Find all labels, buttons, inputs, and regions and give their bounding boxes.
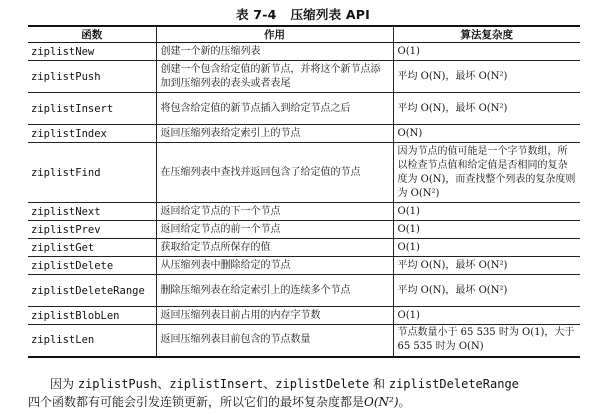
footer-text: 四个函数都有可能会引发连锁更新，所以它们的最坏复杂度都是 xyxy=(28,395,365,409)
function-name: ziplistLen xyxy=(28,325,156,357)
function-description: 返回给定节点的下一个节点 xyxy=(156,203,393,221)
header-purpose: 作用 xyxy=(156,26,393,43)
function-complexity: O(1) xyxy=(393,239,580,257)
header-row xyxy=(28,26,580,43)
function-complexity: O(1) xyxy=(393,221,580,239)
table-caption xyxy=(0,5,606,23)
function-complexity: 因为节点的值可能是一个字节数组，所以检查节点值和给定值是否相同的复杂度为 O(N)，而查找整个列表的复杂度则为 O(N²) xyxy=(393,143,580,203)
table-row xyxy=(28,221,580,239)
footer-text: 因为 xyxy=(50,377,75,391)
function-description: 返回给定节点的前一个节点 xyxy=(156,221,393,239)
function-name: ziplistPrev xyxy=(28,221,156,239)
function-description: 在压缩列表中查找并返回包含了给定值的节点 xyxy=(156,143,393,203)
table-row xyxy=(28,325,580,357)
function-name: ziplistDeleteRange xyxy=(28,275,156,307)
header-function: 函数 xyxy=(28,26,156,43)
function-reference: ziplistDeleteRange xyxy=(388,377,519,391)
function-complexity: 平均 O(N)，最坏 O(N²) xyxy=(393,61,580,93)
function-name: ziplistNext xyxy=(28,203,156,221)
function-name: ziplistFind xyxy=(28,143,156,203)
function-reference: ziplistPush xyxy=(77,377,158,391)
table-row xyxy=(28,239,580,257)
function-reference: ziplistInsert xyxy=(169,377,264,391)
function-description: 创建一个包含给定值的新节点，并将这个新节点添加到压缩列表的表头或者表尾 xyxy=(156,61,393,93)
function-complexity: O(1) xyxy=(393,307,580,325)
function-description: 获取给定节点所保存的值 xyxy=(156,239,393,257)
function-complexity: 平均 O(N)，最坏 O(N²) xyxy=(393,275,580,307)
function-description: 返回压缩列表目前包含的节点数量 xyxy=(156,325,393,357)
function-description: 返回压缩列表目前占用的内存字节数 xyxy=(156,307,393,325)
function-name: ziplistIndex xyxy=(28,125,156,143)
function-description: 将包含给定值的新节点插入到给定节点之后 xyxy=(156,93,393,125)
function-description: 从压缩列表中删除给定的节点 xyxy=(156,257,393,275)
function-description: 返回压缩列表给定索引上的节点 xyxy=(156,125,393,143)
function-complexity: O(1) xyxy=(393,203,580,221)
function-description: 删除压缩列表在给定索引上的连续多个节点 xyxy=(156,275,393,307)
function-complexity: O(N) xyxy=(393,125,580,143)
function-complexity: 平均 O(N)，最坏 O(N²) xyxy=(393,257,580,275)
footer-paragraph xyxy=(28,375,588,411)
function-complexity: 平均 O(N)，最坏 O(N²) xyxy=(393,93,580,125)
footer-separator: 、 xyxy=(263,377,276,391)
function-complexity: 节点数量小于 65 535 时为 O(1)，大于 65 535 时为 O(N) xyxy=(393,325,580,357)
function-name: ziplistNew xyxy=(28,43,156,61)
table-title: 压缩列表 API xyxy=(290,7,370,22)
footer-separator: 、 xyxy=(157,377,170,391)
table-row xyxy=(28,257,580,275)
table-row xyxy=(28,275,580,307)
function-description: 创建一个新的压缩列表 xyxy=(156,43,393,61)
table-row xyxy=(28,143,580,203)
table-row xyxy=(28,43,580,61)
table-row xyxy=(28,307,580,325)
function-name: ziplistDelete xyxy=(28,257,156,275)
table-number: 表 7-4 xyxy=(236,7,277,22)
function-name: ziplistGet xyxy=(28,239,156,257)
complexity-reference: O(N²) xyxy=(364,395,399,409)
footer-separator: 和 xyxy=(369,377,389,391)
ziplist-api-table xyxy=(28,25,580,358)
function-reference: ziplistDelete xyxy=(275,377,370,391)
function-name: ziplistPush xyxy=(28,61,156,93)
table-row xyxy=(28,203,580,221)
table-row xyxy=(28,125,580,143)
function-name: ziplistBlobLen xyxy=(28,307,156,325)
table-row xyxy=(28,93,580,125)
table-row xyxy=(28,61,580,93)
function-complexity: O(1) xyxy=(393,43,580,61)
header-complexity: 算法复杂度 xyxy=(393,26,580,43)
footer-text: 。 xyxy=(398,395,411,409)
function-name: ziplistInsert xyxy=(28,93,156,125)
